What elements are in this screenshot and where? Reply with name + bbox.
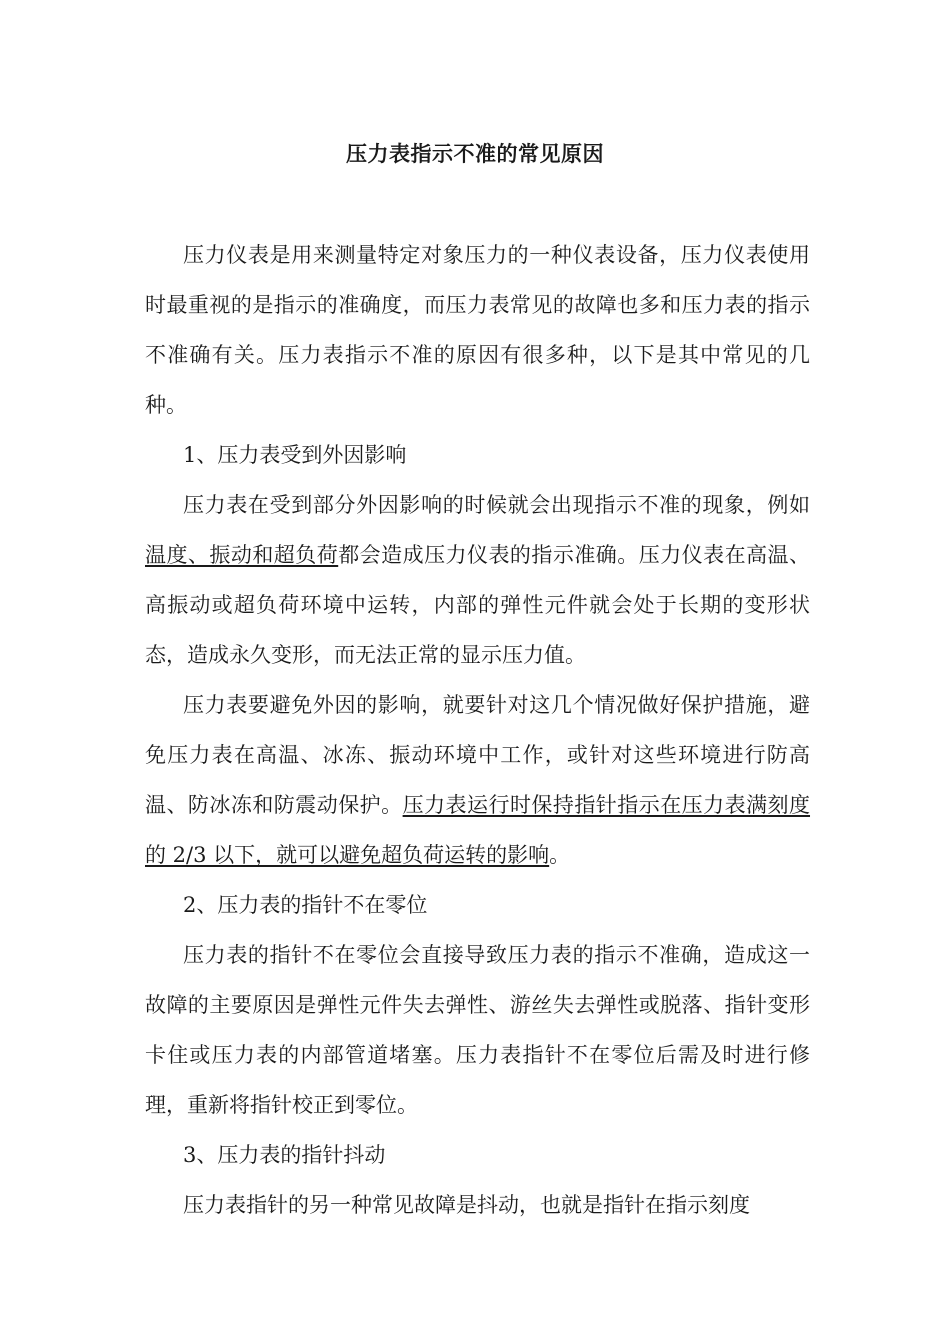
paragraph-protection: [145, 680, 810, 880]
section-heading-1: 1、压力表受到外因影响: [183, 443, 407, 467]
document-title: 压力表指示不准的常见原因: [346, 141, 604, 166]
paragraph-text: 都会造成压力仪表的指示准确。压力仪表在高温、高振动或超负荷环境中运转，内部的弹性元件就会处于长期的变形状态，造成永久变形，而无法正常的显示压力值。: [145, 543, 811, 667]
paragraph-text: 。: [549, 843, 571, 867]
paragraph-text: 压力表在受到部分外因影响的时候就会出现指示不准的现象，例如: [183, 493, 810, 517]
document-body: [145, 230, 810, 1230]
paragraph-pointer-zero: 压力表的指针不在零位会直接导致压力表的指示不准确，造成这一故障的主要原因是弹性元件失去弹性、游丝失去弹性或脱落、指针变形卡住或压力表的内部管道堵塞。压力表指针不在零位后需及时进行修理，重新将指针校正到零位。: [145, 943, 810, 1117]
underlined-text: 压力表运行时保持指针指示在压力表满刻度的 2/3 以下，就可以避免超负荷运转的影响: [145, 793, 811, 867]
paragraph-external-factors: [145, 480, 810, 680]
section-heading-2: 2、压力表的指针不在零位: [183, 893, 428, 917]
underlined-text: 温度、振动和超负荷: [145, 543, 339, 567]
paragraph-intro: 压力仪表是用来测量特定对象压力的一种仪表设备，压力仪表使用时最重视的是指示的准确度，而压力表常见的故障也多和压力表的指示不准确有关。压力表指示不准的原因有很多种，以下是其中常见的几种。: [145, 243, 810, 417]
paragraph-pointer-shake: 压力表指针的另一种常见故障是抖动，也就是指针在指示刻度: [183, 1193, 750, 1217]
section-heading-3: 3、压力表的指针抖动: [183, 1143, 386, 1167]
paragraph-text: 压力表要避免外因的影响，就要针对这几个情况做好保护措施，避免压力表在高温、冰冻、振动环境中工作，或针对这些环境进行防高温、防冰冻和防震动保护。: [145, 693, 810, 817]
